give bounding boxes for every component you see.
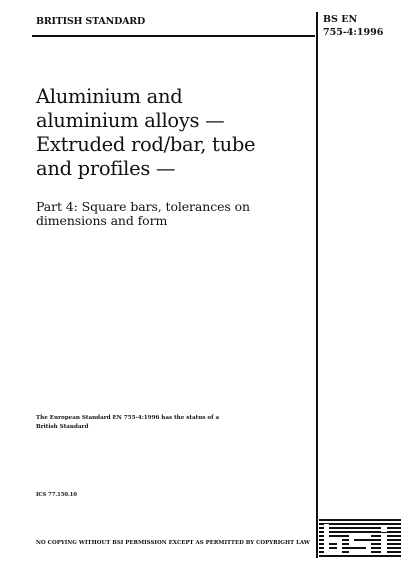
title-line-4: and profiles — [36, 157, 176, 180]
standard-number-line-2: 755-4:1996 [323, 27, 384, 38]
ics-code: ICS 77.150.10 [36, 492, 77, 498]
title-line-3: Extruded rod/bar, tube [36, 133, 256, 156]
status-line-1: The European Standard EN 755-4:1996 has the status of a [36, 415, 220, 421]
publisher-label: BRITISH STANDARD [36, 16, 146, 27]
status-note [36, 414, 219, 432]
header-rule [32, 35, 315, 37]
title-line-1: Aluminium and [36, 85, 183, 108]
standard-number [323, 13, 383, 39]
copyright-notice: NO COPYING WITHOUT BSI PERMISSION EXCEPT AS PERMITTED BY COPYRIGHT LAW [36, 540, 310, 546]
subtitle-line-2: dimensions and form [36, 213, 168, 228]
status-line-2: British Standard [36, 424, 89, 430]
vertical-rule [316, 12, 318, 558]
subtitle-line-1: Part 4: Square bars, tolerances on [36, 199, 251, 214]
standard-number-line-1: BS EN [323, 14, 358, 25]
document-title [36, 85, 314, 181]
bsi-logo-icon [319, 518, 401, 560]
document-subtitle [36, 200, 314, 228]
title-line-2: aluminium alloys — [36, 109, 225, 132]
